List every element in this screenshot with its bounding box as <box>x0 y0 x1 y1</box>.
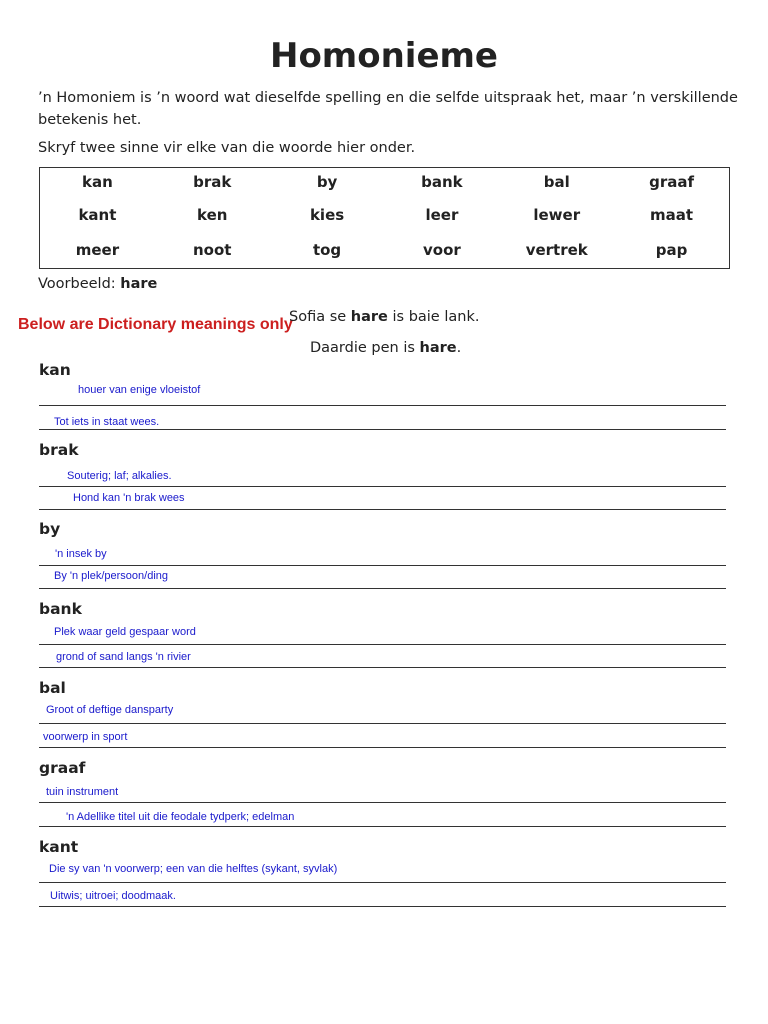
dictionary-meaning: Tot iets in staat wees. <box>54 416 160 428</box>
sentence-bold-word: hare <box>419 340 457 356</box>
word-cell: bal <box>543 173 570 191</box>
dictionary-term: graaf <box>39 759 86 777</box>
dictionary-term: kant <box>39 838 79 856</box>
word-row <box>40 206 729 224</box>
dictionary-meaning: voorwerp in sport <box>43 731 128 743</box>
answer-line <box>39 486 726 487</box>
dictionary-meaning: 'n insek by <box>55 548 107 560</box>
word-cell: kan <box>82 173 113 191</box>
answer-line <box>39 667 726 668</box>
sentence-bold-word: hare <box>350 309 388 325</box>
dictionary-term: brak <box>39 441 79 459</box>
answer-line <box>39 802 726 803</box>
dictionary-meaning: Die sy van 'n voorwerp; een van die helftes (sykant, syvlak) <box>49 863 338 875</box>
word-cell: bank <box>421 173 463 191</box>
definition-text: ’n Homoniem is ’n woord wat dieselfde spelling en die selfde uitspraak het, maar ’n verskillende betekenis het. <box>38 90 738 128</box>
word-cell: voor <box>423 241 461 259</box>
dictionary-meaning: By 'n plek/persoon/ding <box>54 570 169 582</box>
dictionary-meaning: Hond kan 'n brak wees <box>73 492 185 504</box>
word-cell: by <box>316 173 338 191</box>
answer-line <box>39 644 726 645</box>
example-sentence: Sofia se hare is baie lank. <box>289 309 480 325</box>
word-cell: kies <box>309 206 345 224</box>
dictionary-meaning: Uitwis; uitroei; doodmaak. <box>50 890 176 902</box>
example-word: hare <box>120 276 158 292</box>
example-label: Voorbeeld: <box>38 276 116 292</box>
dictionary-meaning: grond of sand langs 'n rivier <box>56 651 191 663</box>
dictionary-meaning: Groot of deftige dansparty <box>46 704 174 716</box>
word-cell: noot <box>193 241 232 259</box>
word-cell: kant <box>78 206 117 224</box>
answer-line <box>39 747 726 748</box>
answer-line <box>39 405 726 406</box>
dictionary-term: kan <box>39 361 71 379</box>
word-cell: vertrek <box>525 241 588 259</box>
word-cell: lewer <box>533 206 581 224</box>
dictionary-note: Below are Dictionary meanings only <box>18 316 293 333</box>
example-line <box>38 276 157 292</box>
word-cell: leer <box>425 206 459 224</box>
answer-line <box>39 906 726 907</box>
example-sentence: Daardie pen is hare. <box>310 340 462 356</box>
dictionary-term: by <box>39 520 61 538</box>
instruction-text: Skryf twee sinne vir elke van die woorde hier onder. <box>38 140 416 156</box>
word-cell: brak <box>193 173 232 191</box>
dictionary-meaning: tuin instrument <box>46 786 119 798</box>
dictionary-meaning: 'n Adellike titel uit die feodale tydperk; edelman <box>66 811 295 823</box>
answer-line <box>39 723 726 724</box>
dictionary-meaning: Souterig; laf; alkalies. <box>67 470 172 482</box>
word-row <box>40 241 729 259</box>
word-row <box>40 173 729 191</box>
answer-line <box>39 826 726 827</box>
word-cell: maat <box>650 206 694 224</box>
answer-line <box>39 429 726 430</box>
word-cell: tog <box>312 241 342 259</box>
word-cell: meer <box>75 241 120 259</box>
answer-line <box>39 588 726 589</box>
answer-line <box>39 882 726 883</box>
dictionary-term: bank <box>39 600 82 618</box>
word-cell: graaf <box>649 173 694 191</box>
dictionary-meaning: houer van enige vloeistof <box>78 384 201 396</box>
answer-line <box>39 565 726 566</box>
dictionary-term: bal <box>39 679 66 697</box>
dictionary-meaning: Plek waar geld gespaar word <box>54 626 196 638</box>
word-cell: pap <box>655 241 688 259</box>
page-title: Homonieme <box>269 36 498 76</box>
word-box <box>39 167 730 269</box>
answer-line <box>39 509 726 510</box>
word-cell: ken <box>197 206 228 224</box>
